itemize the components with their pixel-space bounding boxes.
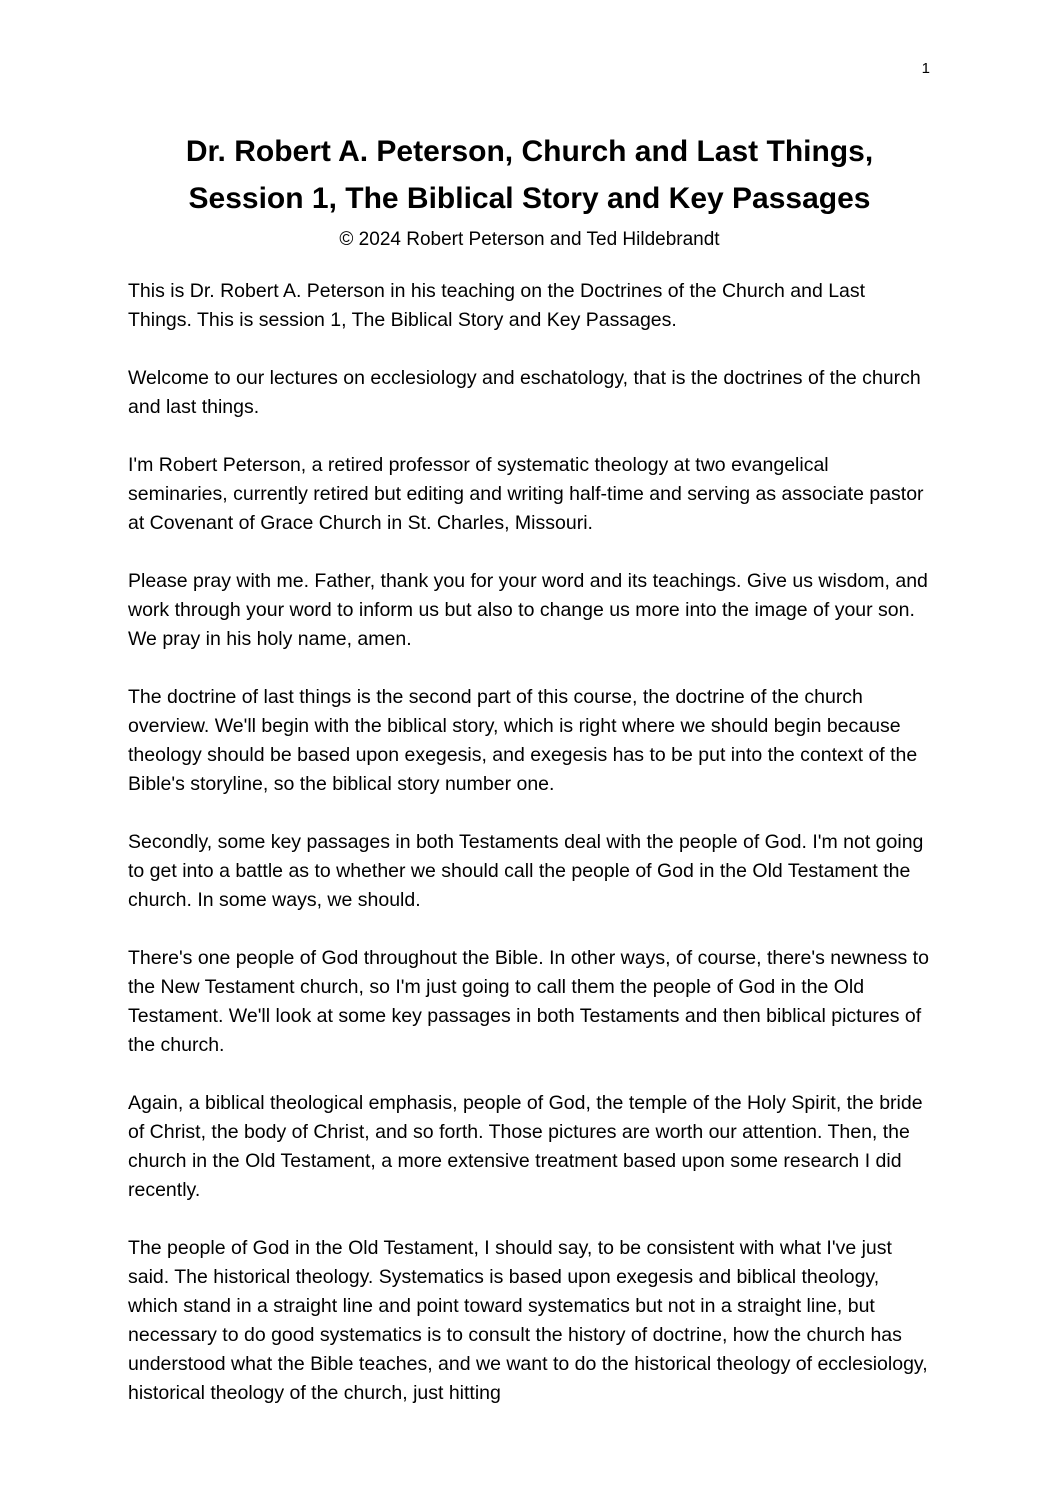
paragraph: Please pray with me. Father, thank you for your word and its teachings. Give us wisdom, and work through your word to inform us but also to change us more into the image of your son. We pray in his holy name, amen. <box>128 570 928 650</box>
copyright-line: © 2024 Robert Peterson and Ted Hildebrandt <box>339 229 720 250</box>
document-title-line2: Session 1, The Biblical Story and Key Passages <box>188 182 871 215</box>
paragraph: Welcome to our lectures on ecclesiology and eschatology, that is the doctrines of the church and last things. <box>128 367 921 418</box>
paragraph: This is Dr. Robert A. Peterson in his teaching on the Doctrines of the Church and Last Things. This is session 1, The Biblical Story and Key Passages. <box>128 280 866 331</box>
document-title <box>128 128 931 222</box>
paragraph: The people of God in the Old Testament, I should say, to be consistent with what I've just said. The historical theology. Systematics is based upon exegesis and biblical theology, which stand in a straight line and point toward systematics but not in a straight line, but necessary to do good systematics is to consult the history of doctrine, how the church has understood what the Bible teaches, and we want to do the historical theology of ecclesiology, historical theology of the church, just hitting <box>128 1237 928 1404</box>
document-content <box>128 128 931 1437</box>
paragraph: I'm Robert Peterson, a retired professor of systematic theology at two evangelical seminaries, currently retired but editing and writing half-time and serving as associate pastor at Covenant of Grace Church in St. Charles, Missouri. <box>128 454 924 534</box>
page-number: 1 <box>921 60 930 77</box>
paragraph: The doctrine of last things is the second part of this course, the doctrine of the church overview. We'll begin with the biblical story, which is right where we should begin because theology should be based upon exegesis, and exegesis has to be put into the context of the Bible's storyline, so the biblical story number one. <box>128 686 918 795</box>
document-title-line1: Dr. Robert A. Peterson, Church and Last Things, <box>185 135 874 168</box>
paragraph: There's one people of God throughout the Bible. In other ways, of course, there's newness to the New Testament church, so I'm just going to call them the people of God in the Old Testament. We'll look at some key passages in both Testaments and then biblical pictures of the church. <box>128 947 929 1056</box>
document-paragraphs <box>128 277 931 1408</box>
paragraph: Secondly, some key passages in both Testaments deal with the people of God. I'm not going to get into a battle as to whether we should call the people of God in the Old Testament the church. In some ways, we should. <box>128 831 924 911</box>
paragraph: Again, a biblical theological emphasis, people of God, the temple of the Holy Spirit, the bride of Christ, the body of Christ, and so forth. Those pictures are worth our attention. Then, the church in the Old Testament, a more extensive treatment based upon some research I did recently. <box>128 1092 923 1201</box>
